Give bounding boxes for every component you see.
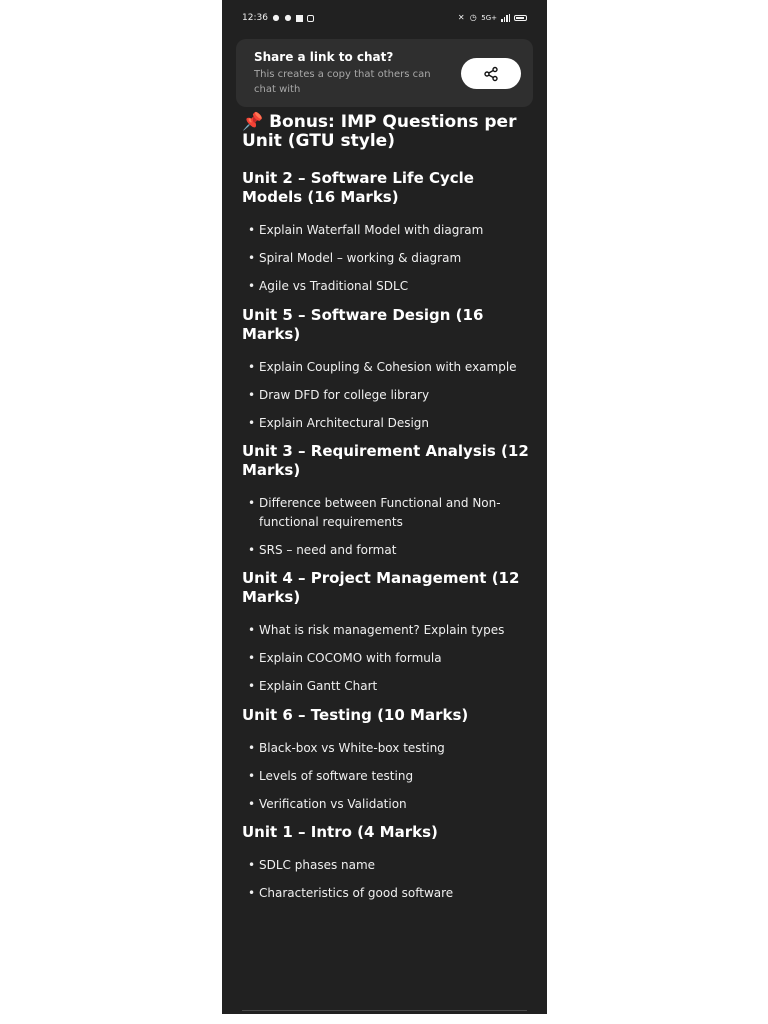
section-title: Unit 1 – Intro (4 Marks) [242, 823, 438, 841]
list-item: • What is risk management? Explain types [242, 621, 534, 640]
list-item: • Explain Gantt Chart [242, 677, 534, 696]
question-list [242, 221, 534, 296]
section-title: Unit 5 – Software Design (16 Marks) [242, 305, 484, 343]
status-right [457, 14, 527, 22]
status-bar [222, 0, 547, 36]
heading-text: Bonus: IMP Questions per Unit (GTU style) [242, 112, 517, 151]
status-time: 12:36 [242, 13, 268, 23]
share-icon [483, 66, 499, 82]
snapchat-icon: ● [284, 13, 292, 22]
battery-icon [514, 15, 527, 21]
signal-icon [501, 14, 510, 22]
page-heading [242, 113, 534, 151]
unit-section [242, 442, 534, 559]
network-type: 5G+ [481, 14, 497, 22]
question-list [242, 358, 534, 433]
divider [242, 1010, 527, 1011]
unit-section [242, 169, 534, 296]
unit-section [242, 823, 534, 903]
section-title: Unit 2 – Software Life Cycle Models (16 Marks) [242, 169, 474, 206]
alarm-icon: ◷ [469, 13, 477, 22]
section-title: Unit 3 – Requirement Analysis (12 Marks) [242, 442, 529, 479]
list-item: • Agile vs Traditional SDLC [242, 277, 534, 296]
snapchat-icon: ● [272, 13, 280, 22]
list-item: • SRS – need and format [242, 541, 534, 560]
square-notification-icon [296, 15, 303, 22]
pushpin-icon: 📌 [242, 112, 264, 132]
list-item: • Black-box vs White-box testing [242, 739, 534, 758]
list-item: • Explain COCOMO with formula [242, 649, 534, 668]
list-item: • Difference between Functional and Non-functional requirements [242, 494, 534, 531]
share-card-title: Share a link to chat? [254, 50, 394, 64]
list-item: • Levels of software testing [242, 767, 534, 786]
unit-section [242, 306, 534, 433]
share-card-subtitle: This creates a copy that others can chat with [254, 69, 431, 95]
list-item: • Explain Architectural Design [242, 414, 534, 433]
list-item: • Verification vs Validation [242, 795, 534, 814]
question-list [242, 856, 534, 903]
share-link-card [236, 39, 533, 107]
unit-section [242, 706, 534, 814]
question-list [242, 494, 534, 559]
list-item: • Spiral Model – working & diagram [242, 249, 534, 268]
question-list [242, 621, 534, 696]
list-item: • Characteristics of good software [242, 884, 534, 903]
section-title: Unit 4 – Project Management (12 Marks) [242, 569, 520, 606]
instagram-icon [307, 15, 314, 22]
status-left [242, 13, 314, 23]
list-item: • Explain Coupling & Cohesion with example [242, 358, 534, 377]
chat-message-content [242, 113, 534, 913]
question-list [242, 739, 534, 814]
list-item: • Explain Waterfall Model with diagram [242, 221, 534, 240]
share-button[interactable] [461, 58, 521, 89]
list-item: • SDLC phases name [242, 856, 534, 875]
section-title: Unit 6 – Testing (10 Marks) [242, 705, 469, 724]
phone-screen [222, 0, 547, 1014]
mute-icon: ✕ [457, 13, 465, 22]
list-item: • Draw DFD for college library [242, 386, 534, 405]
unit-section [242, 569, 534, 696]
